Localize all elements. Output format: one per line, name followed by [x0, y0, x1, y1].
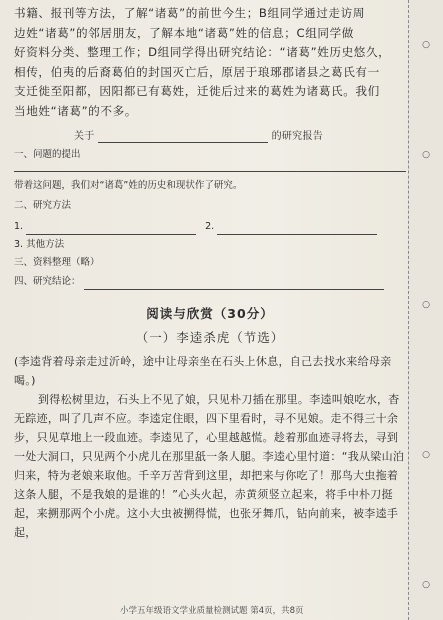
report-item-4: 三、资料整理（略）: [14, 257, 100, 268]
method-2-blank[interactable]: [217, 218, 377, 235]
binding-mark: ○: [422, 450, 430, 460]
passage-line-6: 当地姓“诸葛”的不多。: [14, 103, 137, 118]
report-item-1: 一、问题的提出: [14, 149, 81, 160]
binding-mark: ○: [422, 150, 430, 160]
report-item-2: 二、研究方法: [14, 200, 72, 211]
passage-line-3: 好资料分类、整理工作；D组同学得出研究结论：“诸葛”姓历史悠久，: [14, 45, 391, 59]
page-content: [14, 4, 406, 542]
answer-line[interactable]: [14, 171, 406, 172]
page-footer: 小学五年级语文学业质量检测试题 第4页，共8页: [120, 606, 304, 616]
story-paragraph: 到得松树里边，石头上不见了娘，只见朴刀插在那里。李逵叫娘吃水，杳无踪迹，叫了几声不应。李逵定住眼，四下里看时，寻不见娘。走不得三十余步，只见草地上一段血迹。李逵见了，心里越越慌。趁着那血迹寻将去，寻到一处大洞口，只见两个小虎儿在那里舐一条人腿。李逵心里忖道：“我从梁山泊归来，特为老娘来取他。千辛万苦背到这里，却把来与你吃了！那鸟大虫拖着这条人腿，不是我娘的是谁的！”心头火起，赤黄须竖立起来，将手中朴刀挺起，来搠那两个小虎。这小大虫被搠得慌，也张牙舞爪，钻向前来，被李逵手起，: [14, 393, 405, 539]
story-title: （一）李逵杀虎（节选）: [135, 330, 285, 345]
report-title-suffix: 的研究报告: [271, 131, 324, 142]
binding-mark: ○: [422, 40, 430, 50]
report-title-prefix: 关于: [74, 131, 95, 142]
binding-mark: ○: [422, 580, 430, 590]
section-title: 阅读与欣赏（30分）: [146, 306, 274, 321]
report-item-2-methods: 1. 2.: [14, 218, 406, 235]
report-title: [74, 127, 406, 143]
report-title-blank[interactable]: [98, 131, 268, 143]
binding-margin: [408, 0, 443, 620]
passage-line-2: 边姓“诸葛”的邻居朋友，了解本地“诸葛”姓的信息；C组同学做: [14, 25, 354, 40]
story-intro: (李逵背着母亲走过沂岭，途中让母亲坐在石头上休息，自己去找水来给母亲喝。): [14, 355, 392, 387]
passage-line-4: 相传，伯夷的后裔葛伯的封国灭亡后，原居于琅琊郡诸县之葛氏有一: [14, 64, 380, 79]
passage-line-5: 支迁徙至阳都，因阳都已有葛姓，迁徙后过来的葛姓为诸葛氏。我们: [14, 84, 380, 98]
report-item-5: 四、研究结论：: [14, 273, 406, 290]
report-item-3: 3. 其他方法: [14, 239, 65, 250]
binding-mark: ○: [422, 300, 430, 310]
method-1-blank[interactable]: [26, 218, 196, 235]
report-item-1-text: 带着这问题，我们对“诸葛”姓的历史和现状作了研究。: [14, 180, 243, 191]
conclusion-blank[interactable]: [84, 273, 384, 290]
passage-line-1: 书籍、报刊等方法，了解“诸葛”的前世今生；B组同学通过走访周: [14, 6, 365, 20]
